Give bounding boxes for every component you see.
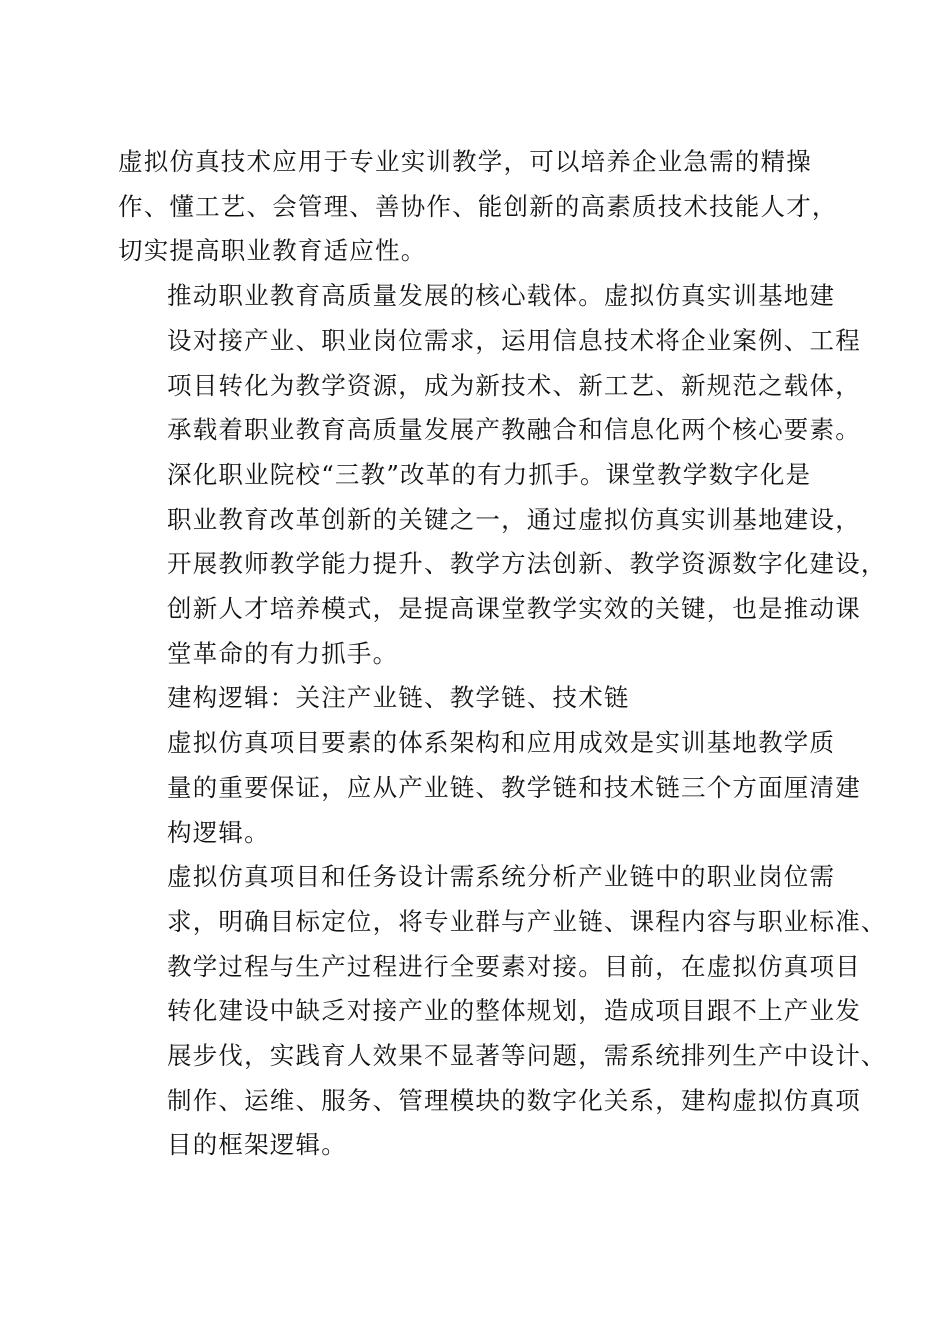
paragraph-virtual-simulation-intro — [118, 140, 838, 274]
text-line: 开展教师教学能力提升、教学方法创新、教学资源数字化建设， — [167, 549, 887, 579]
text-line: 切实提高职业教育适应性。 — [118, 236, 427, 266]
text-line: 项目转化为教学资源，成为新技术、新工艺、新规范之载体， — [167, 370, 861, 400]
text-line: 职业教育改革创新的关键之一，通过虚拟仿真实训基地建设， — [167, 504, 861, 534]
section-heading-construction-logic — [118, 676, 832, 721]
paragraph-system-architecture — [118, 721, 861, 855]
text-line: 教学过程与生产过程进行全要素对接。目前，在虚拟仿真项目 — [167, 951, 861, 981]
text-line: 虚拟仿真项目要素的体系架构和应用成效是实训基地教学质 — [167, 728, 836, 758]
text-line: 制作、运维、服务、管理模块的数字化关系，建构虚拟仿真项 — [167, 1085, 861, 1115]
text-line: 建构逻辑：关注产业链、教学链、技术链 — [167, 683, 630, 713]
text-line: 深化职业院校“三教”改革的有力抓手。课堂教学数字化是 — [167, 459, 812, 489]
text-line: 虚拟仿真技术应用于专业实训教学，可以培养企业急需的精操 — [118, 147, 812, 176]
paragraph-three-teaching-reform — [118, 453, 887, 677]
text-line: 承载着职业教育高质量发展产教融合和信息化两个核心要素。 — [167, 415, 861, 445]
text-line: 展步伐，实践育人效果不显著等问题，需系统排列生产中设计、 — [167, 1041, 887, 1071]
text-line: 创新人才培养模式，是提高课堂教学实效的关键，也是推动课 — [167, 594, 861, 624]
text-line: 求，明确目标定位，将专业群与产业链、课程内容与职业标准、 — [167, 906, 887, 936]
text-line: 堂革命的有力抓手。 — [167, 638, 399, 668]
text-line: 转化建设中缺乏对接产业的整体规划，造成项目跟不上产业发 — [167, 996, 861, 1026]
text-line: 构逻辑。 — [167, 817, 270, 847]
text-line: 设对接产业、职业岗位需求，运用信息技术将企业案例、工程 — [167, 325, 861, 355]
text-line: 推动职业教育高质量发展的核心载体。虚拟仿真实训基地建 — [167, 281, 836, 311]
text-line: 作、懂工艺、会管理、善协作、能创新的高素质技术技能人才， — [118, 191, 838, 221]
paragraph-core-carrier — [118, 274, 861, 453]
paragraph-project-design — [118, 855, 887, 1168]
text-line: 目的框架逻辑。 — [167, 1130, 347, 1160]
text-line: 量的重要保证，应从产业链、教学链和技术链三个方面厘清建 — [167, 772, 861, 802]
text-line: 虚拟仿真项目和任务设计需系统分析产业链中的职业岗位需 — [167, 862, 836, 892]
